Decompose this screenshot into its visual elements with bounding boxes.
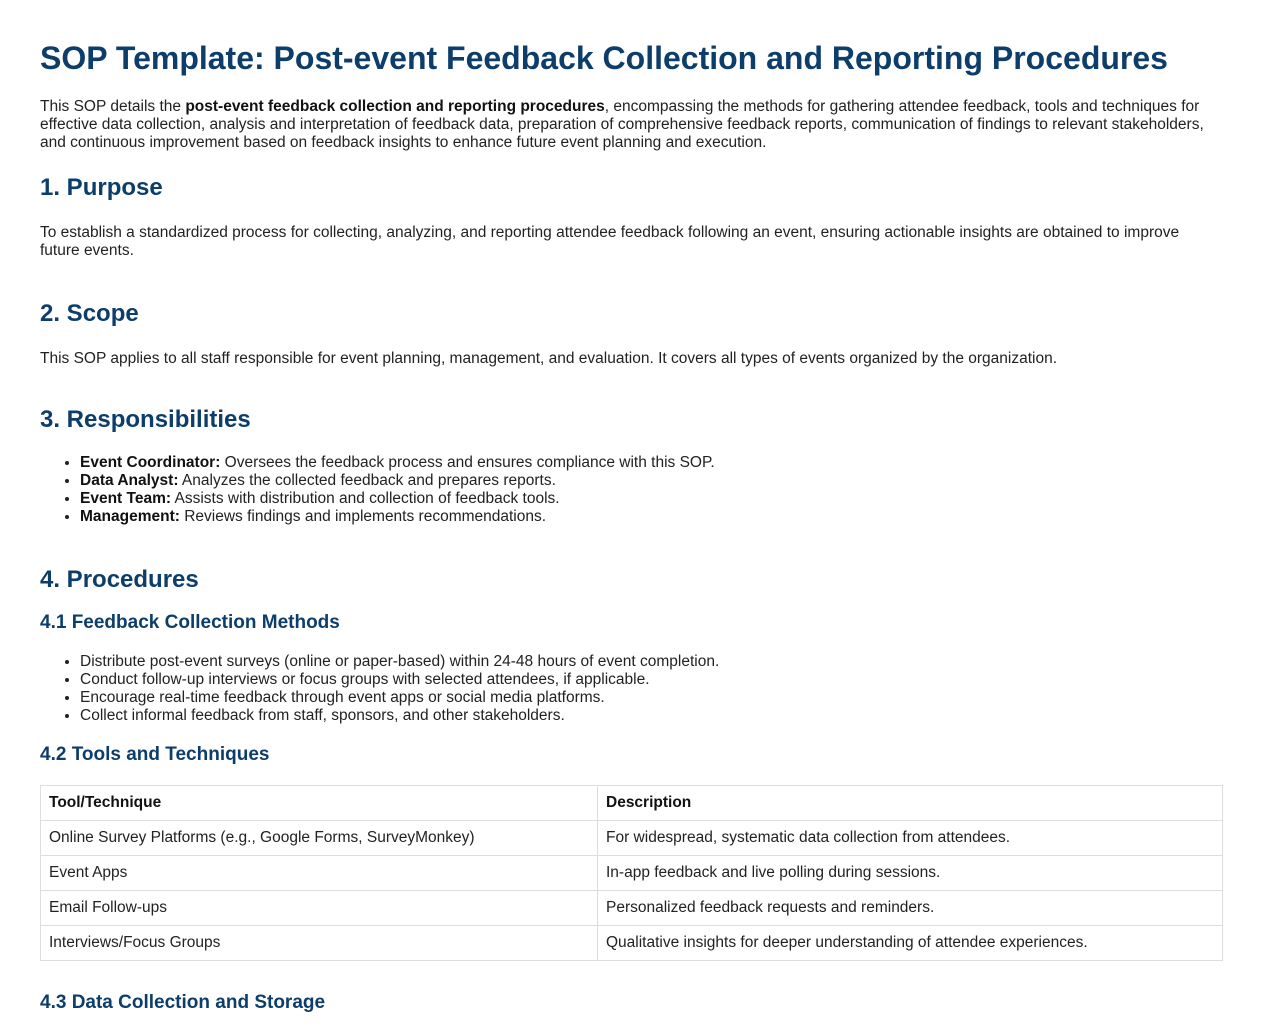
role-label: Event Team: xyxy=(80,490,172,507)
list-item xyxy=(80,490,1223,508)
purpose-text: To establish a standardized process for collecting, analyzing, and reporting attendee feedback following an event, ensuring actionable insights are obtained to improve future events. xyxy=(40,224,1180,259)
procedures-heading: 4. Procedures xyxy=(40,566,199,593)
intro-text-end: , encompassing the methods for gathering attendee feedback, tools and techniques for effective data collection, analysis and interpretation of feedback data, preparation of comprehensive feedback reports, communication of findings to relevant stakeholders, and continuous improvement based on feedback insights to enhance future event planning and execution. xyxy=(40,98,1204,151)
column-header-tool: Tool/Technique xyxy=(41,786,598,821)
table-row xyxy=(41,821,1223,856)
responsibilities-list xyxy=(40,454,1223,526)
tools-heading: 4.2 Tools and Techniques xyxy=(40,744,270,765)
role-label: Data Analyst: xyxy=(80,472,179,489)
collection-methods-heading: 4.1 Feedback Collection Methods xyxy=(40,612,340,633)
table-cell-tool: Online Survey Platforms (e.g., Google Forms, SurveyMonkey) xyxy=(41,821,598,856)
document xyxy=(0,39,1263,1014)
scope-text: This SOP applies to all staff responsible for event planning, management, and evaluation. It covers all types of events organized by the organization. xyxy=(40,350,1058,367)
page-title: SOP Template: Post-event Feedback Collection and Reporting Procedures xyxy=(40,40,1168,76)
list-item xyxy=(80,508,1223,526)
intro-text-start: This SOP details the xyxy=(40,98,186,115)
table-cell-tool: Interviews/Focus Groups xyxy=(41,926,598,961)
list-item xyxy=(80,454,1223,472)
list-item xyxy=(80,472,1223,490)
table-cell-description: Personalized feedback requests and reminders. xyxy=(598,891,1223,926)
role-description: Reviews findings and implements recommendations. xyxy=(179,508,547,525)
table-cell-description: For widespread, systematic data collection from attendees. xyxy=(598,821,1223,856)
table-row xyxy=(41,891,1223,926)
responsibilities-heading: 3. Responsibilities xyxy=(40,406,251,433)
table-row xyxy=(41,926,1223,961)
purpose-heading: 1. Purpose xyxy=(40,174,163,201)
list-item: • Distribute post-event surveys (online or paper-based) within 24-48 hours of event completion. xyxy=(80,653,1223,671)
role-label: Event Coordinator: xyxy=(80,454,221,471)
list-item: • Encourage real-time feedback through event apps or social media platforms. xyxy=(80,689,1223,707)
list-item: • Collect informal feedback from staff, sponsors, and other stakeholders. xyxy=(80,707,1223,725)
table-cell-tool: Email Follow-ups xyxy=(41,891,598,926)
data-storage-heading: 4.3 Data Collection and Storage xyxy=(40,992,326,1013)
role-description: Oversees the feedback process and ensures compliance with this SOP. xyxy=(220,454,715,471)
tools-table xyxy=(40,785,1223,961)
scope-heading: 2. Scope xyxy=(40,300,139,327)
intro-paragraph xyxy=(40,98,1223,152)
table-header-row xyxy=(41,786,1223,821)
role-label: Management: xyxy=(80,508,180,525)
table-cell-tool: Event Apps xyxy=(41,856,598,891)
intro-bold-text: post-event feedback collection and reporting procedures xyxy=(185,98,605,115)
table-cell-description: Qualitative insights for deeper understanding of attendee experiences. xyxy=(598,926,1223,961)
role-description: Assists with distribution and collection of feedback tools. xyxy=(171,490,560,507)
column-header-description: Description xyxy=(598,786,1223,821)
collection-methods-list xyxy=(40,653,1223,725)
role-description: Analyzes the collected feedback and prepares reports. xyxy=(178,472,556,489)
list-item: • Conduct follow-up interviews or focus groups with selected attendees, if applicable. xyxy=(80,671,1223,689)
table-cell-description: In-app feedback and live polling during sessions. xyxy=(598,856,1223,891)
table-row xyxy=(41,856,1223,891)
